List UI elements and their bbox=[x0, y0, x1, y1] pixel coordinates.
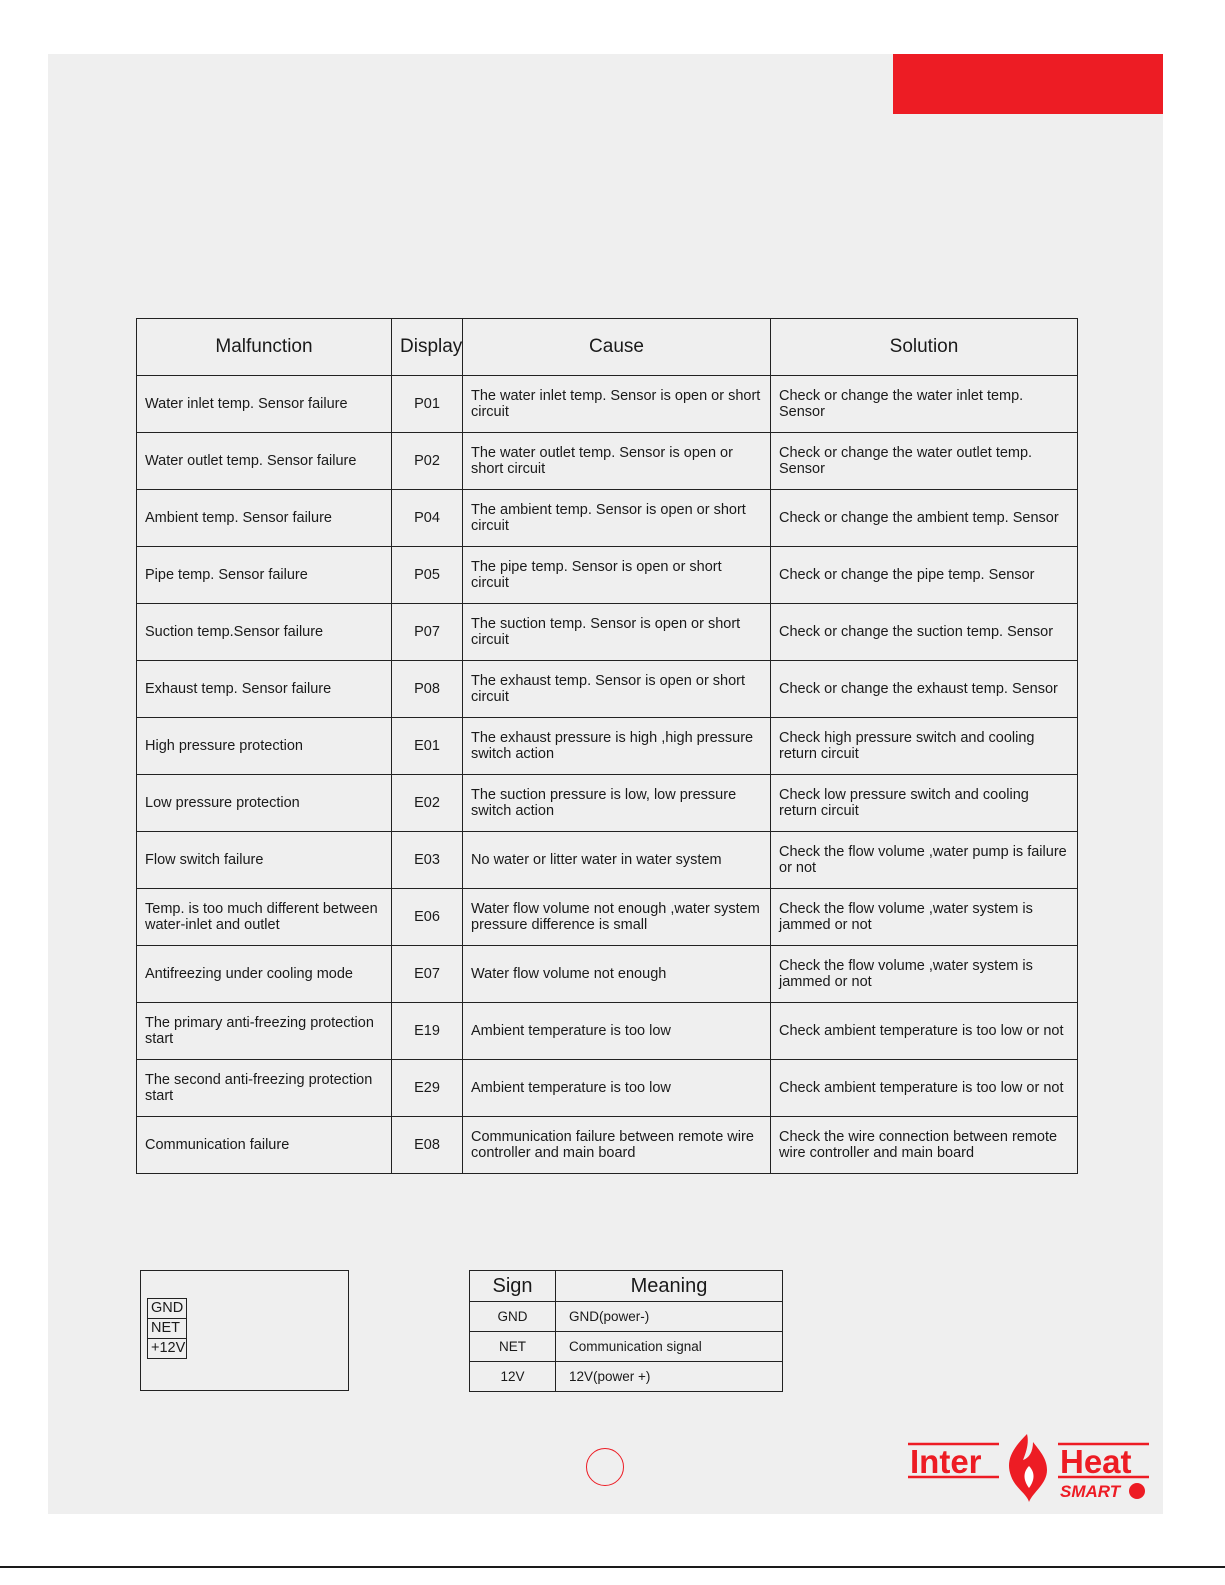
malfunction-cell: Flow switch failure bbox=[137, 832, 392, 889]
malfunction-cell: Temp. is too much different between water-inlet and outlet bbox=[137, 889, 392, 946]
fault-row bbox=[137, 1003, 1078, 1060]
interheat-smart-logo bbox=[905, 1430, 1155, 1505]
header-malfunction: Malfunction bbox=[137, 319, 392, 376]
cause-cell: The suction temp. Sensor is open or short circuit bbox=[463, 604, 771, 661]
solution-cell: Check high pressure switch and cooling return circuit bbox=[771, 718, 1078, 775]
malfunction-cell: The second anti-freezing protection start bbox=[137, 1060, 392, 1117]
solution-cell: Check the flow volume ,water system is jammed or not bbox=[771, 946, 1078, 1003]
malfunction-cell: Ambient temp. Sensor failure bbox=[137, 490, 392, 547]
cause-cell: The water outlet temp. Sensor is open or short circuit bbox=[463, 433, 771, 490]
solution-cell: Check or change the water inlet temp. Sensor bbox=[771, 376, 1078, 433]
display-code-cell: P01 bbox=[392, 376, 463, 433]
fault-row bbox=[137, 946, 1078, 1003]
fault-row bbox=[137, 376, 1078, 433]
fault-row bbox=[137, 604, 1078, 661]
sign-meaning-table bbox=[469, 1270, 783, 1392]
meaning-cell: Communication signal bbox=[556, 1332, 783, 1362]
red-header-tab bbox=[893, 54, 1163, 114]
header-display: Display bbox=[392, 319, 463, 376]
display-code-cell: P05 bbox=[392, 547, 463, 604]
display-code-cell: E08 bbox=[392, 1117, 463, 1174]
malfunction-cell: The primary anti-freezing protection start bbox=[137, 1003, 392, 1060]
sign-cell: GND bbox=[470, 1302, 556, 1332]
terminal-label-gnd: GND bbox=[148, 1299, 186, 1319]
terminal-block bbox=[147, 1298, 187, 1359]
sign-row bbox=[470, 1362, 783, 1392]
sign-cell: NET bbox=[470, 1332, 556, 1362]
fault-row bbox=[137, 832, 1078, 889]
malfunction-cell: Water inlet temp. Sensor failure bbox=[137, 376, 392, 433]
display-code-cell: E07 bbox=[392, 946, 463, 1003]
fault-row bbox=[137, 661, 1078, 718]
cause-cell: The suction pressure is low, low pressure switch action bbox=[463, 775, 771, 832]
cause-cell: The exhaust temp. Sensor is open or short circuit bbox=[463, 661, 771, 718]
cause-cell: The pipe temp. Sensor is open or short circuit bbox=[463, 547, 771, 604]
cause-cell: The exhaust pressure is high ,high pressure switch action bbox=[463, 718, 771, 775]
cause-cell: The ambient temp. Sensor is open or short circuit bbox=[463, 490, 771, 547]
terminal-diagram bbox=[140, 1270, 349, 1391]
display-code-cell: E02 bbox=[392, 775, 463, 832]
sign-row bbox=[470, 1302, 783, 1332]
cause-cell: The water inlet temp. Sensor is open or short circuit bbox=[463, 376, 771, 433]
cause-cell: Communication failure between remote wire controller and main board bbox=[463, 1117, 771, 1174]
display-code-cell: P02 bbox=[392, 433, 463, 490]
sign-table-header-row bbox=[470, 1271, 783, 1302]
solution-cell: Check or change the water outlet temp. Sensor bbox=[771, 433, 1078, 490]
header-sign: Sign bbox=[470, 1271, 556, 1302]
malfunction-cell: Communication failure bbox=[137, 1117, 392, 1174]
malfunction-cell: Exhaust temp. Sensor failure bbox=[137, 661, 392, 718]
solution-cell: Check or change the suction temp. Sensor bbox=[771, 604, 1078, 661]
meaning-cell: 12V(power +) bbox=[556, 1362, 783, 1392]
sign-cell: 12V bbox=[470, 1362, 556, 1392]
malfunction-cell: Suction temp.Sensor failure bbox=[137, 604, 392, 661]
malfunction-cell: Antifreezing under cooling mode bbox=[137, 946, 392, 1003]
display-code-cell: E01 bbox=[392, 718, 463, 775]
malfunction-cell: High pressure protection bbox=[137, 718, 392, 775]
fault-row bbox=[137, 889, 1078, 946]
bottom-rule bbox=[0, 1566, 1225, 1568]
meaning-cell: GND(power-) bbox=[556, 1302, 783, 1332]
display-code-cell: P04 bbox=[392, 490, 463, 547]
fault-row bbox=[137, 433, 1078, 490]
display-code-cell: P07 bbox=[392, 604, 463, 661]
terminal-label-net: NET bbox=[148, 1319, 186, 1339]
page-number-circle bbox=[586, 1448, 624, 1486]
display-code-cell: E19 bbox=[392, 1003, 463, 1060]
svg-text:Inter: Inter bbox=[910, 1443, 982, 1480]
solution-cell: Check low pressure switch and cooling return circuit bbox=[771, 775, 1078, 832]
header-meaning: Meaning bbox=[556, 1271, 783, 1302]
fault-row bbox=[137, 1060, 1078, 1117]
solution-cell: Check the wire connection between remote wire controller and main board bbox=[771, 1117, 1078, 1174]
cause-cell: Ambient temperature is too low bbox=[463, 1060, 771, 1117]
malfunction-cell: Water outlet temp. Sensor failure bbox=[137, 433, 392, 490]
cause-cell: No water or litter water in water system bbox=[463, 832, 771, 889]
display-code-cell: E29 bbox=[392, 1060, 463, 1117]
solution-cell: Check or change the pipe temp. Sensor bbox=[771, 547, 1078, 604]
malfunction-cell: Low pressure protection bbox=[137, 775, 392, 832]
svg-text:Heat: Heat bbox=[1060, 1443, 1132, 1480]
fault-row bbox=[137, 718, 1078, 775]
malfunction-cell: Pipe temp. Sensor failure bbox=[137, 547, 392, 604]
fault-row bbox=[137, 547, 1078, 604]
fault-row bbox=[137, 1117, 1078, 1174]
sign-row bbox=[470, 1332, 783, 1362]
display-code-cell: E03 bbox=[392, 832, 463, 889]
header-cause: Cause bbox=[463, 319, 771, 376]
cause-cell: Water flow volume not enough bbox=[463, 946, 771, 1003]
display-code-cell: E06 bbox=[392, 889, 463, 946]
solution-cell: Check or change the ambient temp. Sensor bbox=[771, 490, 1078, 547]
solution-cell: Check ambient temperature is too low or not bbox=[771, 1060, 1078, 1117]
solution-cell: Check the flow volume ,water pump is failure or not bbox=[771, 832, 1078, 889]
solution-cell: Check or change the exhaust temp. Sensor bbox=[771, 661, 1078, 718]
fault-code-table bbox=[136, 318, 1078, 1174]
terminal-label-12v: +12V bbox=[151, 1340, 186, 1356]
cause-cell: Ambient temperature is too low bbox=[463, 1003, 771, 1060]
display-code-cell: P08 bbox=[392, 661, 463, 718]
header-solution: Solution bbox=[771, 319, 1078, 376]
fault-row bbox=[137, 490, 1078, 547]
solution-cell: Check ambient temperature is too low or not bbox=[771, 1003, 1078, 1060]
fault-table-header-row bbox=[137, 319, 1078, 376]
cause-cell: Water flow volume not enough ,water system pressure difference is small bbox=[463, 889, 771, 946]
fault-row bbox=[137, 775, 1078, 832]
solution-cell: Check the flow volume ,water system is jammed or not bbox=[771, 889, 1078, 946]
svg-text:SMART: SMART bbox=[1060, 1482, 1121, 1501]
